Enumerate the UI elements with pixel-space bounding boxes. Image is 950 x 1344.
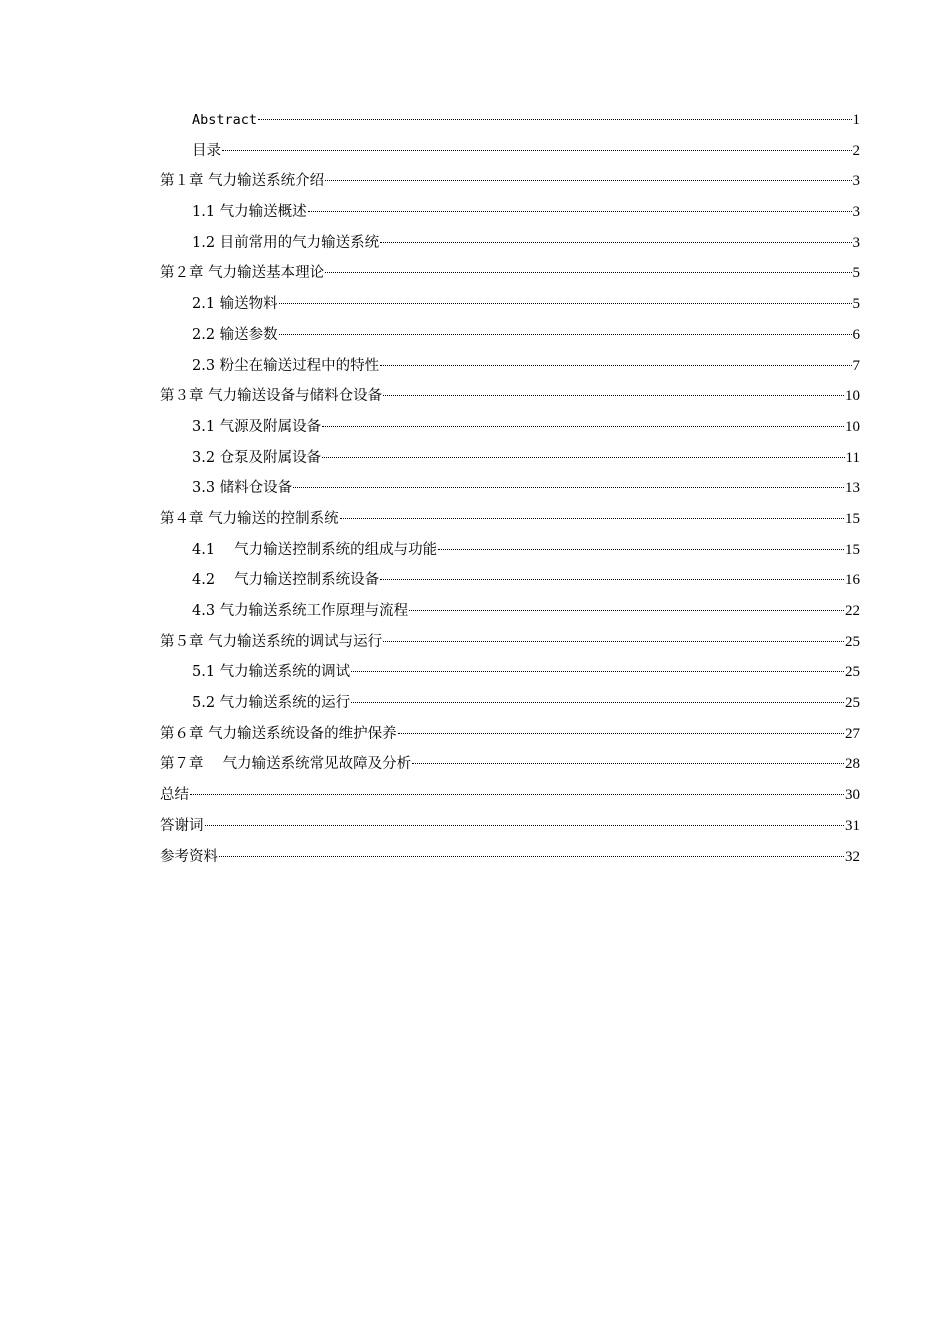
toc-entry[interactable]: [160, 657, 860, 688]
dot-leader: [308, 211, 852, 212]
toc-entry-title: 第１章 气力输送系统介绍: [160, 173, 325, 190]
dot-leader: [325, 272, 851, 273]
table-of-contents: [160, 105, 860, 872]
dot-leader: [409, 610, 844, 611]
toc-entry-page: 15: [845, 541, 860, 558]
toc-entry-title: 2.2 输送参数: [192, 326, 278, 343]
toc-entry-title: 第６章 气力输送系统设备的维护保养: [160, 725, 397, 742]
toc-entry-title: 1.1 气力输送概述: [192, 204, 307, 221]
toc-entry-title: 参考资料: [160, 848, 218, 865]
dot-leader: [293, 487, 844, 488]
toc-entry-title: 第７章 气力输送系统常见故障及分析: [160, 756, 412, 773]
toc-entry[interactable]: [160, 596, 860, 627]
toc-entry-page: 30: [845, 787, 860, 804]
toc-entry-page: 13: [845, 480, 860, 497]
toc-entry[interactable]: [160, 688, 860, 719]
toc-entry[interactable]: [160, 719, 860, 750]
toc-entry-page: 25: [845, 633, 860, 650]
dot-leader: [351, 702, 844, 703]
dot-leader: [205, 825, 845, 826]
toc-entry-page: 28: [845, 756, 860, 773]
toc-entry-page: 5: [852, 265, 860, 282]
toc-entry-title: 第５章 气力输送系统的调试与运行: [160, 633, 383, 650]
toc-entry-page: 25: [845, 664, 860, 681]
dot-leader: [380, 365, 851, 366]
toc-entry-title: 4.2 气力输送控制系统设备: [192, 572, 380, 589]
toc-entry[interactable]: [160, 381, 860, 412]
toc-entry-page: 2: [852, 142, 860, 159]
toc-entry-page: 31: [845, 817, 860, 834]
toc-entry-title: 第４章 气力输送的控制系统: [160, 510, 339, 527]
toc-entry[interactable]: [160, 504, 860, 535]
dot-leader: [380, 579, 844, 580]
toc-entry[interactable]: [160, 166, 860, 197]
toc-entry-page: 32: [845, 848, 860, 865]
toc-entry-page: 3: [852, 234, 860, 251]
dot-leader: [322, 426, 844, 427]
toc-entry-title: 1.2 目前常用的气力输送系统: [192, 234, 380, 251]
toc-entry[interactable]: [160, 105, 860, 136]
toc-entry-page: 16: [845, 572, 860, 589]
toc-entry[interactable]: [160, 780, 860, 811]
dot-leader: [219, 856, 844, 857]
toc-entry-title: 3.1 气源及附属设备: [192, 418, 322, 435]
toc-entry-title: 2.3 粉尘在输送过程中的特性: [192, 357, 380, 374]
toc-entry-page: 25: [845, 695, 860, 712]
toc-entry[interactable]: [160, 289, 860, 320]
toc-entry-page: 3: [852, 204, 860, 221]
toc-entry[interactable]: [160, 749, 860, 780]
toc-entry-title: 3.3 储料仓设备: [192, 480, 293, 497]
toc-entry-page: 22: [845, 603, 860, 619]
toc-entry[interactable]: [160, 412, 860, 443]
toc-entry-page: 10: [845, 418, 860, 435]
toc-entry[interactable]: [160, 258, 860, 289]
toc-entry-page: 10: [845, 388, 860, 405]
toc-entry[interactable]: [160, 228, 860, 259]
toc-entry[interactable]: [160, 443, 860, 474]
toc-entry-title: 5.1 气力输送系统的调试: [192, 664, 351, 681]
toc-entry[interactable]: [160, 197, 860, 228]
dot-leader: [279, 303, 852, 304]
dot-leader: [222, 150, 852, 151]
dot-leader: [279, 334, 852, 335]
toc-entry-title: 5.2 气力输送系统的运行: [192, 695, 351, 712]
dot-leader: [412, 763, 844, 764]
toc-entry[interactable]: [160, 811, 860, 842]
toc-entry-title: Abstract: [192, 112, 258, 128]
toc-entry-page: 7: [852, 357, 860, 374]
toc-entry-page: 15: [845, 510, 860, 527]
toc-entry[interactable]: [160, 535, 860, 566]
dot-leader: [325, 180, 851, 181]
toc-entry[interactable]: [160, 627, 860, 658]
dot-leader: [380, 242, 851, 243]
dot-leader: [351, 671, 844, 672]
toc-entry-title: 总结: [160, 787, 189, 804]
dot-leader: [258, 119, 851, 120]
toc-entry-title: 4.1 气力输送控制系统的组成与功能: [192, 541, 438, 558]
toc-entry[interactable]: [160, 136, 860, 167]
toc-entry-page: 11: [845, 449, 860, 466]
dot-leader: [190, 794, 844, 795]
dot-leader: [398, 733, 844, 734]
dot-leader: [322, 457, 844, 458]
dot-leader: [438, 549, 844, 550]
toc-entry-title: 4.3 气力输送系统工作原理与流程: [192, 603, 409, 619]
toc-entry[interactable]: [160, 320, 860, 351]
toc-entry-title: 第２章 气力输送基本理论: [160, 265, 325, 282]
toc-entry-page: 5: [852, 296, 860, 313]
toc-entry-page: 6: [852, 326, 860, 343]
toc-entry[interactable]: [160, 473, 860, 504]
toc-entry-title: 第３章 气力输送设备与储料仓设备: [160, 388, 383, 405]
toc-entry[interactable]: [160, 351, 860, 382]
dot-leader: [383, 395, 844, 396]
toc-entry-title: 3.2 仓泵及附属设备: [192, 449, 322, 466]
toc-entry[interactable]: [160, 565, 860, 596]
toc-entry-page: 27: [845, 725, 860, 742]
toc-entry-title: 2.1 输送物料: [192, 296, 278, 313]
dot-leader: [383, 641, 844, 642]
toc-entry-title: 答谢词: [160, 817, 204, 834]
toc-entry-page: 3: [852, 173, 860, 190]
dot-leader: [340, 518, 844, 519]
toc-entry-title: 目录: [192, 142, 221, 159]
toc-entry[interactable]: [160, 842, 860, 873]
toc-entry-page: 1: [852, 112, 860, 128]
